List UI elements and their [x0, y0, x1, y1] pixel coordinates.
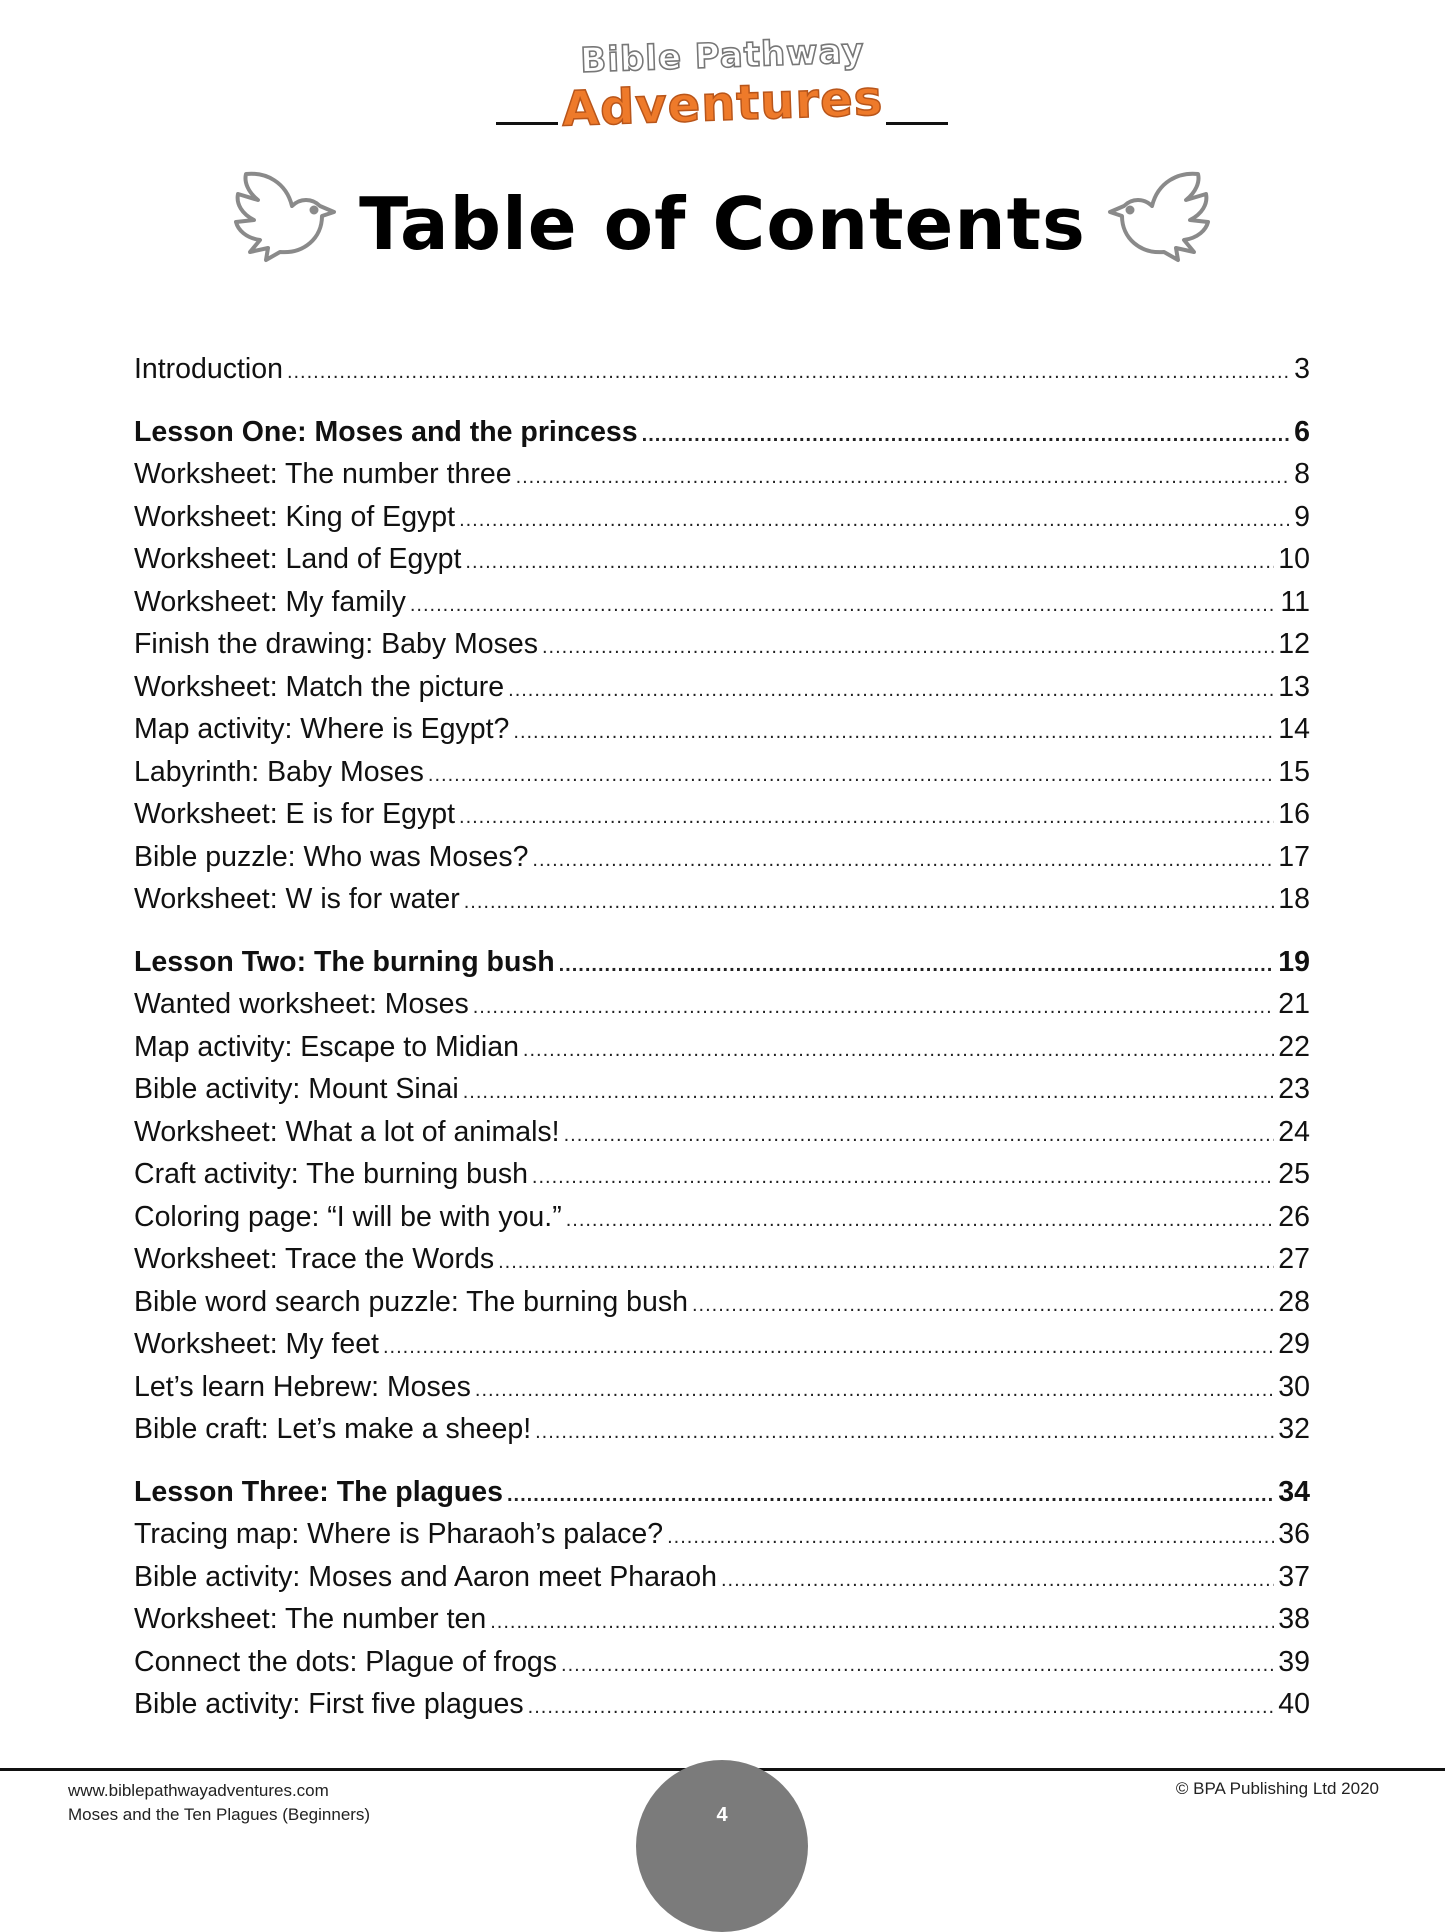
toc-entry[interactable]	[134, 581, 1310, 624]
toc-page-number: 3	[1294, 353, 1310, 385]
toc-entry[interactable]	[134, 538, 1310, 581]
toc-leader-dots	[542, 626, 1274, 669]
toc-leader-dots	[561, 1644, 1274, 1687]
toc-page-number: 13	[1278, 670, 1310, 703]
toc-leader-dots	[528, 1686, 1275, 1729]
toc-label: Wanted worksheet: Moses	[134, 988, 469, 1020]
toc-leader-dots	[532, 839, 1274, 882]
dove-icon	[1098, 168, 1218, 278]
toc-label: Bible activity: Mount Sinai	[134, 1073, 459, 1105]
toc-leader-dots	[498, 1241, 1274, 1284]
toc-label: Worksheet: Trace the Words	[134, 1243, 495, 1275]
toc-label: Bible puzzle: Who was Moses?	[134, 840, 529, 873]
toc-page-number: 26	[1278, 1200, 1310, 1233]
toc-label: Connect the dots: Plague of frogs	[134, 1645, 558, 1678]
toc-leader-dots	[383, 1326, 1274, 1369]
toc-label: Worksheet: King of Egypt	[134, 500, 456, 533]
page-number: 4	[716, 1804, 728, 1826]
toc-label: Worksheet: Match the picture	[134, 670, 505, 703]
toc-leader-dots	[490, 1601, 1274, 1644]
toc-leader-dots	[523, 1029, 1274, 1072]
toc-entry[interactable]	[134, 1513, 1310, 1556]
toc-entry[interactable]	[134, 1366, 1310, 1409]
footer-book-title: Moses and the Ten Plagues (Beginners)	[68, 1805, 371, 1824]
toc-label: Map activity: Where is Egypt?	[134, 713, 510, 745]
toc-page-number: 15	[1278, 755, 1310, 788]
toc-label: Worksheet: The number three	[134, 458, 512, 490]
toc-leader-dots	[465, 541, 1274, 584]
toc-entry[interactable]	[134, 1111, 1310, 1154]
toc-leader-dots	[287, 351, 1290, 394]
toc-entry[interactable]	[134, 1641, 1310, 1684]
toc-page-number: 12	[1278, 628, 1310, 660]
toc-entry[interactable]	[134, 1196, 1310, 1239]
toc-leader-dots	[513, 711, 1274, 754]
toc-page-number: 37	[1278, 1560, 1310, 1593]
toc-leader-dots	[692, 1284, 1274, 1327]
toc-entry[interactable]	[134, 751, 1310, 794]
toc-label: Worksheet: The number ten	[134, 1603, 487, 1635]
toc-page-number: 21	[1278, 988, 1310, 1020]
toc-leader-dots	[566, 1199, 1275, 1242]
toc-page-number: 11	[1280, 585, 1310, 618]
toc-leader-dots	[463, 1071, 1275, 1114]
toc-leader-dots	[475, 1369, 1274, 1412]
toc-leader-dots	[410, 584, 1277, 627]
toc-entry[interactable]	[134, 1153, 1310, 1196]
toc-entry[interactable]	[134, 666, 1310, 709]
table-of-contents	[134, 348, 1310, 1726]
toc-leader-dots	[667, 1516, 1274, 1559]
toc-entry[interactable]	[134, 1408, 1310, 1451]
toc-leader-dots	[532, 1156, 1274, 1199]
toc-label: Let’s learn Hebrew: Moses	[134, 1370, 471, 1403]
toc-heading[interactable]	[134, 411, 1310, 454]
toc-label: Worksheet: Land of Egypt	[134, 543, 462, 575]
toc-label: Map activity: Escape to Midian	[134, 1030, 519, 1063]
toc-leader-dots	[559, 944, 1275, 987]
toc-label: Introduction	[134, 353, 283, 385]
toc-label: Craft activity: The burning bush	[134, 1158, 528, 1190]
toc-entry[interactable]	[134, 836, 1310, 879]
toc-label: Bible craft: Let’s make a sheep!	[134, 1413, 532, 1445]
toc-entry[interactable]	[134, 1556, 1310, 1599]
toc-label: Labyrinth: Baby Moses	[134, 755, 424, 788]
toc-label: Worksheet: W is for water	[134, 883, 460, 915]
toc-page-number: 29	[1278, 1328, 1310, 1360]
toc-page-number: 19	[1278, 945, 1310, 978]
toc-entry[interactable]	[134, 453, 1310, 496]
page-title: Table of Contents	[359, 182, 1086, 266]
toc-label: Worksheet: My feet	[134, 1328, 379, 1360]
toc-page-number: 9	[1294, 500, 1310, 533]
toc-label: Worksheet: My family	[134, 585, 406, 618]
toc-leader-dots	[535, 1411, 1274, 1454]
toc-entry[interactable]	[134, 348, 1310, 391]
toc-entry[interactable]	[134, 1238, 1310, 1281]
toc-leader-dots	[459, 499, 1290, 542]
toc-page-number: 38	[1278, 1603, 1310, 1635]
toc-leader-dots	[516, 456, 1291, 499]
footer-copyright: © BPA Publishing Ltd 2020	[1175, 1779, 1379, 1798]
toc-page-number: 40	[1278, 1688, 1310, 1720]
toc-page-number: 18	[1278, 883, 1310, 915]
footer-left	[68, 1779, 370, 1827]
toc-page-number: 25	[1278, 1158, 1310, 1190]
toc-page-number: 16	[1278, 798, 1310, 830]
toc-label: Worksheet: What a lot of animals!	[134, 1115, 560, 1148]
toc-label: Bible word search puzzle: The burning bush	[134, 1285, 688, 1318]
toc-entry[interactable]	[134, 1281, 1310, 1324]
toc-heading[interactable]	[134, 1471, 1310, 1514]
toc-entry[interactable]	[134, 1598, 1310, 1641]
toc-label: Coloring page: “I will be with you.”	[134, 1200, 562, 1233]
toc-page-number: 32	[1278, 1413, 1310, 1445]
toc-page-number: 23	[1278, 1073, 1310, 1105]
toc-label: Bible activity: First five plagues	[134, 1688, 524, 1720]
toc-entry[interactable]	[134, 623, 1310, 666]
toc-label: Lesson Three: The plagues	[134, 1475, 503, 1508]
toc-page-number: 28	[1278, 1285, 1310, 1318]
toc-leader-dots	[473, 986, 1275, 1029]
toc-heading[interactable]	[134, 941, 1310, 984]
logo-line2: Adventures	[560, 70, 885, 138]
toc-entry[interactable]	[134, 878, 1310, 921]
toc-label: Worksheet: E is for Egypt	[134, 798, 456, 830]
toc-label: Bible activity: Moses and Aaron meet Pharaoh	[134, 1560, 717, 1593]
toc-entry[interactable]	[134, 708, 1310, 751]
toc-entry[interactable]	[134, 1683, 1310, 1726]
toc-leader-dots	[642, 414, 1291, 457]
toc-entry[interactable]	[134, 1323, 1310, 1366]
toc-leader-dots	[721, 1559, 1274, 1602]
toc-page-number: 22	[1278, 1030, 1310, 1063]
toc-leader-dots	[428, 754, 1274, 797]
toc-leader-dots	[564, 1114, 1275, 1157]
toc-entry[interactable]	[134, 983, 1310, 1026]
toc-leader-dots	[508, 669, 1274, 712]
toc-label: Finish the drawing: Baby Moses	[134, 628, 538, 660]
toc-entry[interactable]	[134, 1068, 1310, 1111]
toc-label: Tracing map: Where is Pharaoh’s palace?	[134, 1518, 664, 1550]
toc-page-number: 10	[1278, 543, 1310, 575]
toc-label: Lesson One: Moses and the princess	[134, 415, 638, 448]
toc-page-number: 17	[1278, 840, 1310, 873]
toc-page-number: 39	[1278, 1645, 1310, 1678]
toc-entry[interactable]	[134, 793, 1310, 836]
toc-page-number: 6	[1294, 415, 1310, 448]
toc-page-number: 36	[1278, 1518, 1310, 1550]
toc-page-number: 14	[1278, 713, 1310, 745]
toc-page-number: 27	[1278, 1243, 1310, 1275]
toc-entry[interactable]	[134, 1026, 1310, 1069]
title-row	[0, 168, 1445, 288]
toc-page-number: 30	[1278, 1370, 1310, 1403]
logo-line1: Bible Pathway	[579, 31, 866, 81]
toc-entry[interactable]	[134, 496, 1310, 539]
footer-website[interactable]: www.biblepathwayadventures.com	[68, 1781, 329, 1800]
toc-leader-dots	[507, 1474, 1274, 1517]
page-number-badge	[636, 1760, 808, 1932]
toc-label: Lesson Two: The burning bush	[134, 945, 555, 978]
toc-page-number: 34	[1278, 1475, 1310, 1508]
toc-leader-dots	[464, 881, 1275, 924]
toc-page-number: 24	[1278, 1115, 1310, 1148]
toc-leader-dots	[459, 796, 1274, 839]
toc-page-number: 8	[1294, 458, 1310, 490]
